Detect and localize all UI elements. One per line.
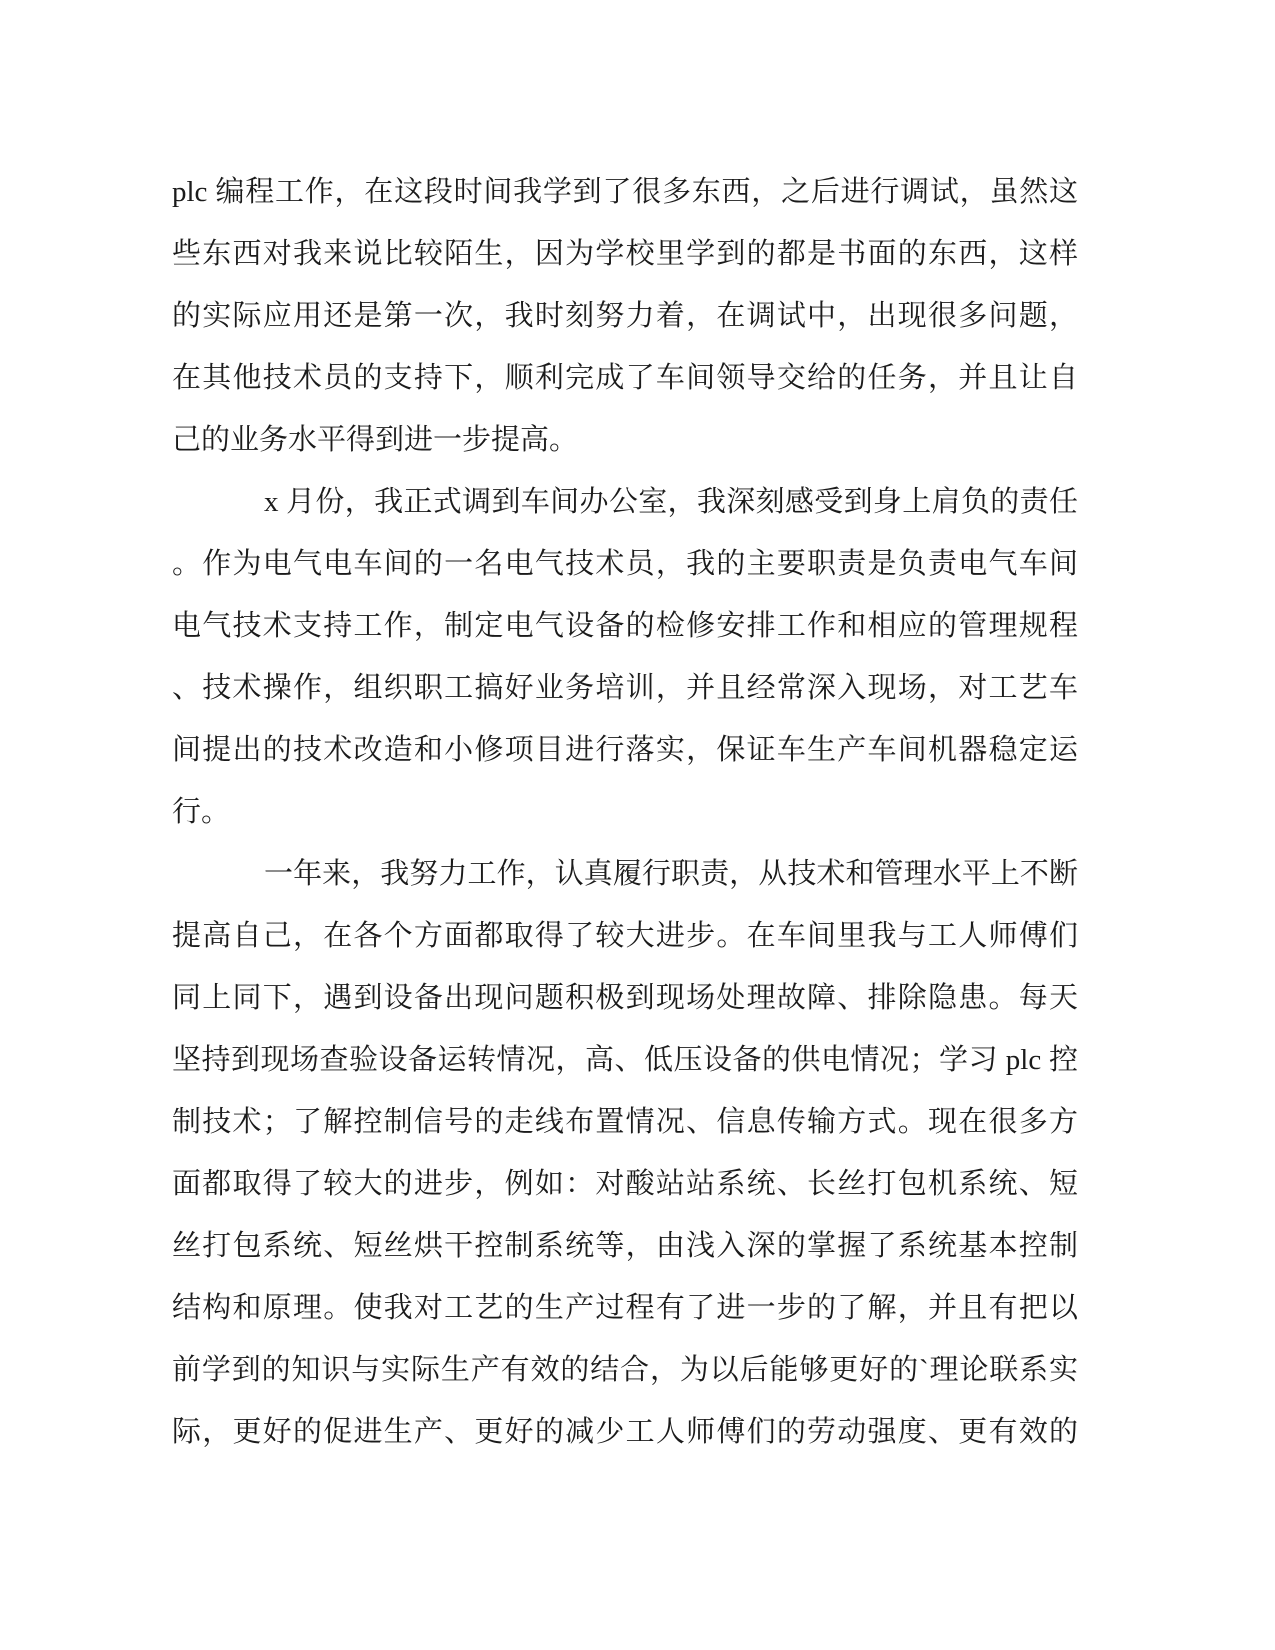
text-line: 电气技术支持工作，制定电气设备的检修安排工作和相应的管理规程 [172,610,1078,642]
text-line: 坚持到现场查验设备运转情况，高、低压设备的供电情况；学习 plc 控 [172,1044,1078,1076]
text-line: 行。 [172,796,231,828]
text-line: 一年来，我努力工作，认真履行职责，从技术和管理水平上不断 [264,858,1078,890]
document-text-block [172,161,1078,1463]
text-line: 面都取得了较大的进步，例如：对酸站站系统、长丝打包机系统、短 [172,1168,1078,1200]
text-line: 同上同下，遇到设备出现问题积极到现场处理故障、排除隐患。每天 [172,982,1078,1014]
text-line: 际，更好的促进生产、更好的减少工人师傅们的劳动强度、更有效的 [172,1416,1078,1448]
text-line: 在其他技术员的支持下，顺利完成了车间领导交给的任务，并且让自 [172,362,1078,394]
text-line: 结构和原理。使我对工艺的生产过程有了进一步的了解，并且有把以 [172,1292,1078,1324]
text-line: 些东西对我来说比较陌生，因为学校里学到的都是书面的东西，这样 [172,238,1078,270]
text-line: 的实际应用还是第一次，我时刻努力着，在调试中，出现很多问题， [172,300,1078,332]
text-line: 提高自己，在各个方面都取得了较大进步。在车间里我与工人师傅们 [172,920,1078,952]
text-line: 己的业务水平得到进一步提高。 [172,424,579,456]
text-line: 。作为电气电车间的一名电气技术员，我的主要职责是负责电气车间 [172,548,1078,580]
text-line: 、技术操作，组织职工搞好业务培训，并且经常深入现场，对工艺车 [172,672,1078,704]
text-line: x 月份，我正式调到车间办公室，我深刻感受到身上肩负的责任 [264,486,1078,518]
text-line: 制技术；了解控制信号的走线布置情况、信息传输方式。现在很多方 [172,1106,1078,1138]
text-line: 前学到的知识与实际生产有效的结合，为以后能够更好的`理论联系实 [172,1354,1078,1386]
text-line: 间提出的技术改造和小修项目进行落实，保证车生产车间机器稳定运 [172,734,1078,766]
text-line: plc 编程工作，在这段时间我学到了很多东西，之后进行调试，虽然这 [172,176,1078,208]
text-line: 丝打包系统、短丝烘干控制系统等，由浅入深的掌握了系统基本控制 [172,1230,1078,1262]
